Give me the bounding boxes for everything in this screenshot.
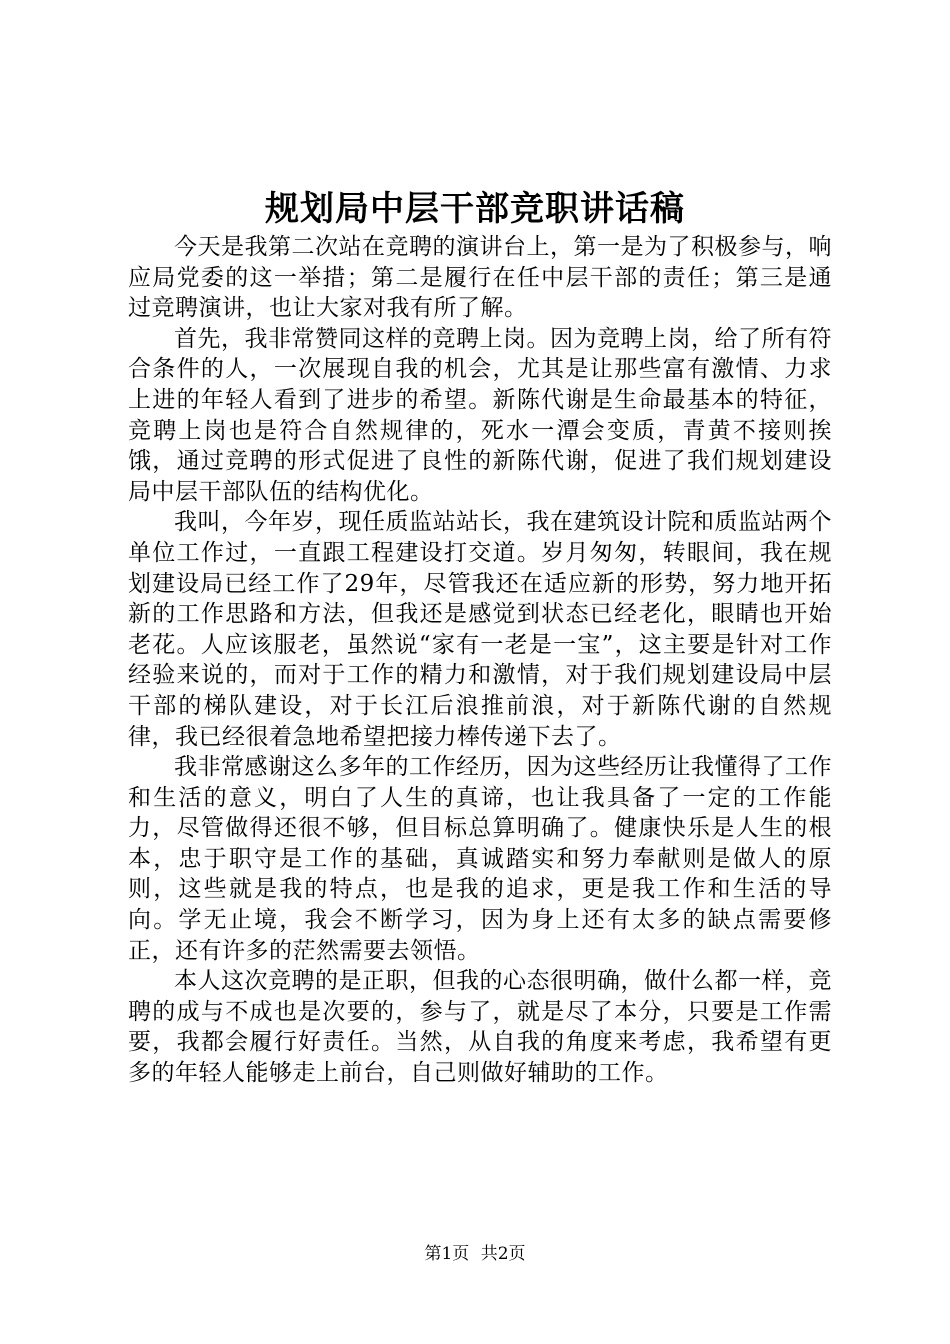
page-total: 共2页 [480, 1244, 526, 1264]
paragraph-3: 我叫，今年岁，现任质监站站长，我在建筑设计院和质监站两个单位工作过，一直跟工程建设打交道。岁月匆匆，转眼间，我在规划建设局已经工作了29年，尽管我还在适应新的形势，努力地开拓新的工作思路和方法，但我还是感觉到状态已经老化，眼睛也开始老花。人应该服老，虽然说“家有一老是一宝”，这主要是针对工作经验来说的，而对于工作的精力和激情，对于我们规划建设局中层干部的梯队建设，对于长江后浪推前浪，对于新陈代谢的自然规律，我已经很着急地希望把接力棒传递下去了。 [128, 509, 832, 750]
paragraph-5: 本人这次竞聘的是正职，但我的心态很明确，做什么都一样，竞聘的成与不成也是次要的，参与了，就是尽了本分，只要是工作需要，我都会履行好责任。当然，从自我的角度来考虑，我希望有更多的年轻人能够走上前台，自己则做好辅助的工作。 [128, 968, 832, 1087]
page-footer [0, 1242, 950, 1266]
paragraph-1: 今天是我第二次站在竞聘的演讲台上，第一是为了积极参与，响应局党委的这一举措；第二是履行在任中层干部的责任；第三是通过竞聘演讲，也让大家对我有所了解。 [128, 234, 832, 322]
document-body [128, 232, 832, 1089]
page-number: 第1页 [424, 1244, 470, 1264]
paragraph-2: 首先，我非常赞同这样的竞聘上岗。因为竞聘上岗，给了所有符合条件的人，一次展现自我的机会，尤其是让那些富有激情、力求上进的年轻人看到了进步的希望。新陈代谢是生命最基本的特征，竞聘上岗也是符合自然规律的，死水一潭会变质，青黄不接则挨饿，通过竞聘的形式促进了良性的新陈代谢，促进了我们规划建设局中层干部队伍的结构优化。 [128, 325, 832, 505]
paragraph-4: 我非常感谢这么多年的工作经历，因为这些经历让我懂得了工作和生活的意义，明白了人生的真谛，也让我具备了一定的工作能力，尽管做得还很不够，但目标总算明确了。健康快乐是人生的根本，忠于职守是工作的基础，真诚踏实和努力奉献则是做人的原则，这些就是我的特点，也是我的追求，更是我工作和生活的导向。学无止境，我会不断学习，因为身上还有太多的缺点需要修正，还有许多的茫然需要去领悟。 [128, 754, 832, 964]
document-title: 规划局中层干部竞职讲话稿 [265, 189, 685, 229]
